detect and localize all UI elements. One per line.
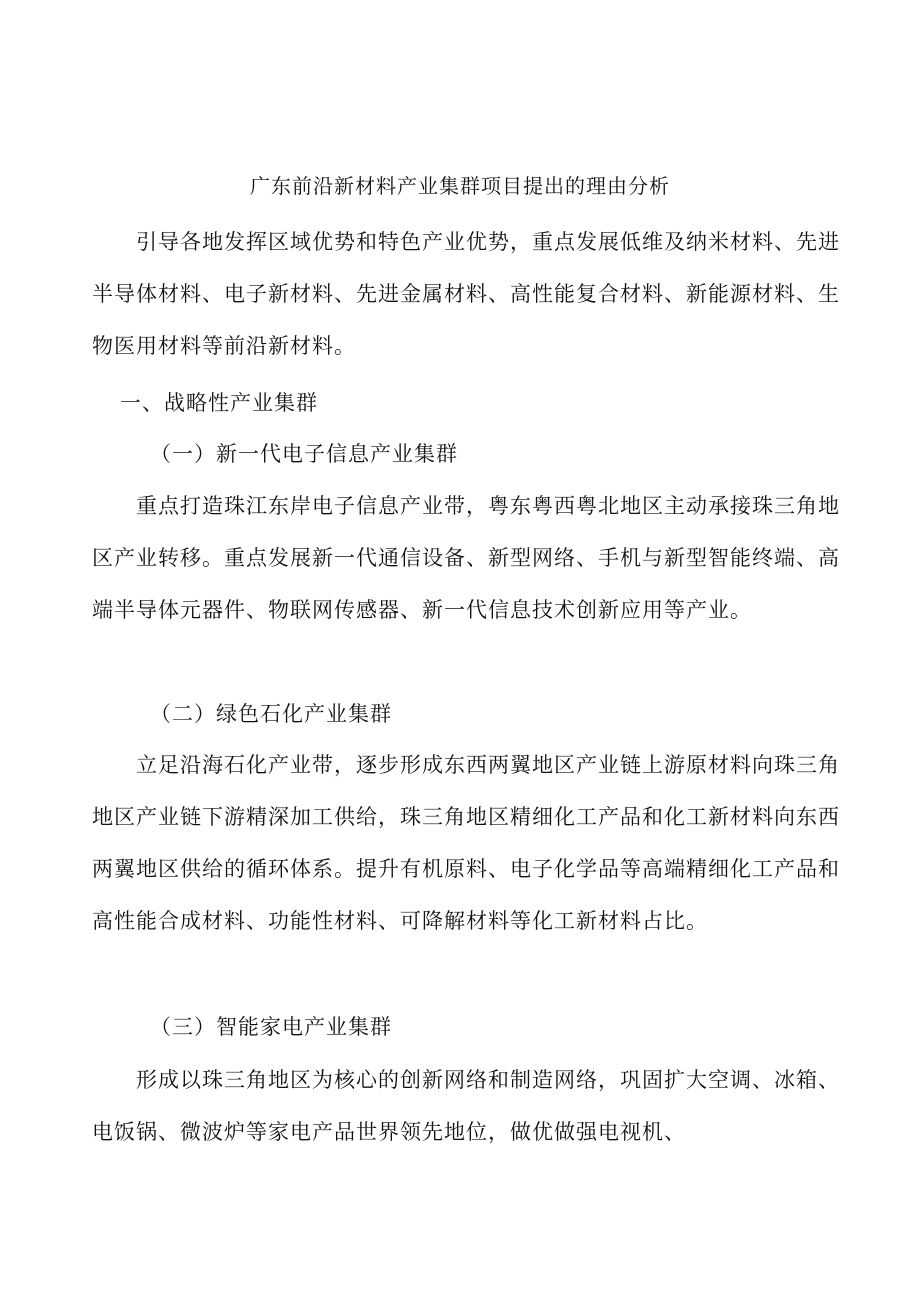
intro-paragraph: 引导各地发挥区域优势和特色产业优势，重点发展低维及纳米材料、先进半导体材料、电子新材料、先进金属材料、高性能复合材料、新能源材料、生物医用材料等前沿新材料。 xyxy=(92,230,840,358)
subsection-heading-electronic-info: （一）新一代电子信息产业集群 xyxy=(150,442,458,466)
subsection-heading-smart-appliances: （三）智能家电产业集群 xyxy=(150,1015,392,1039)
green-petrochem-paragraph: 立足沿海石化产业带，逐步形成东西两翼地区产业链上游原材料向珠三角地区产业链下游精深加工供给，珠三角地区精细化工产品和化工新材料向东西两翼地区供给的循环体系。提升有机原料、电子化学品等高端精细化工产品和高性能合成材料、功能性材料、可降解材料等化工新材料占比。 xyxy=(92,753,840,933)
section-heading-strategic-clusters: 一、战略性产业集群 xyxy=(120,391,318,415)
document-title: 广东前沿新材料产业集群项目提出的理由分析 xyxy=(250,174,670,198)
electronic-info-paragraph: 重点打造珠江东岸电子信息产业带，粤东粤西粤北地区主动承接珠三角地区产业转移。重点发展新一代通信设备、新型网络、手机与新型智能终端、高端半导体元器件、物联网传感器、新一代信息技术创新应用等产业。 xyxy=(92,494,840,622)
smart-appliances-paragraph: 形成以珠三角地区为核心的创新网络和制造网络，巩固扩大空调、冰箱、电饭锅、微波炉等家电产品世界领先地位，做优做强电视机、 xyxy=(92,1068,840,1144)
subsection-heading-green-petrochem: （二）绿色石化产业集群 xyxy=(150,702,392,726)
